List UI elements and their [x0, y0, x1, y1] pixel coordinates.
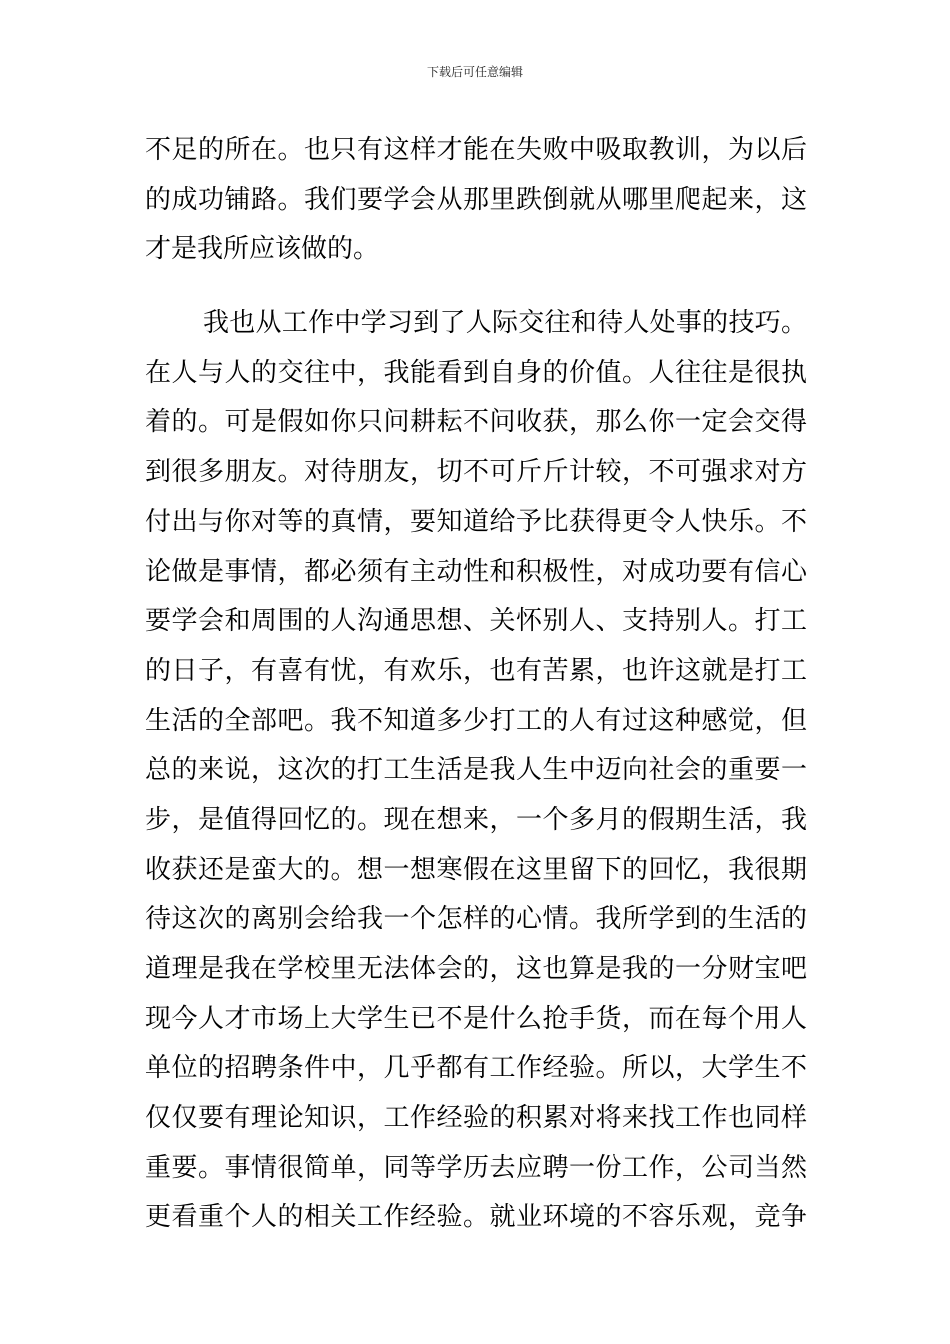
paragraph-2-line-2: 在人与人的交往中，我能看到自身的价值。人往往是很执	[145, 357, 807, 388]
paragraph-2-line-17: 仅仅要有理论知识，工作经验的积累对将来找工作也同样	[145, 1103, 807, 1134]
paragraph-2-line-3: 着的。可是假如你只问耕耘不问收获，那么你一定会交得	[145, 407, 807, 438]
paragraph-2-line-6: 论做是事情，都必须有主动性和积极性，对成功要有信心	[145, 556, 807, 587]
paragraph-2-line-1: 我也从工作中学习到了人际交往和待人处事的技巧。	[203, 308, 807, 339]
paragraph-2-line-15: 现今人才市场上大学生已不是什么抢手货，而在每个用人	[145, 1003, 807, 1034]
paragraph-2-line-19: 更看重个人的相关工作经验。就业环境的不容乐观，竞争	[145, 1202, 807, 1233]
paragraph-1-line-2: 的成功铺路。我们要学会从那里跌倒就从哪里爬起来，这	[145, 184, 807, 215]
paragraph-2-line-4: 到很多朋友。对待朋友，切不可斤斤计较，不可强求对方	[145, 457, 807, 488]
paragraph-2-line-14: 道理是我在学校里无法体会的，这也算是我的一分财宝吧	[145, 954, 807, 984]
paragraph-2-line-10: 总的来说，这次的打工生活是我人生中迈向社会的重要一	[145, 755, 807, 786]
paragraph-2-line-11: 步，是值得回忆的。现在想来，一个多月的假期生活，我	[145, 804, 807, 835]
paragraph-1-line-3: 才是我所应该做的。	[145, 234, 380, 265]
paragraph-2-line-12: 收获还是蛮大的。想一想寒假在这里留下的回忆，我很期	[145, 854, 807, 885]
paragraph-2-line-7: 要学会和周围的人沟通思想、关怀别人、支持别人。打工	[145, 606, 807, 637]
paragraph-2-line-13: 待这次的离别会给我一个怎样的心情。我所学到的生活的	[145, 904, 807, 935]
paragraph-2-line-5: 付出与你对等的真情，要知道给予比获得更令人快乐。不	[145, 506, 807, 537]
paragraph-2-line-18: 重要。事情很简单，同等学历去应聘一份工作，公司当然	[145, 1152, 807, 1183]
body-text	[145, 126, 807, 1243]
paragraph-1-line-1: 不足的所在。也只有这样才能在失败中吸取教训，为以后	[145, 135, 807, 165]
paragraph-2-line-8: 的日子，有喜有忧，有欢乐，也有苦累，也许这就是打工	[145, 655, 807, 686]
paragraph-gap	[145, 275, 807, 299]
paragraph-2-line-16: 单位的招聘条件中，几乎都有工作经验。所以，大学生不	[145, 1053, 807, 1084]
header-note: 下载后可任意编辑	[426, 65, 523, 79]
paragraph-2-line-9: 生活的全部吧。我不知道多少打工的人有过这种感觉，但	[145, 705, 807, 736]
